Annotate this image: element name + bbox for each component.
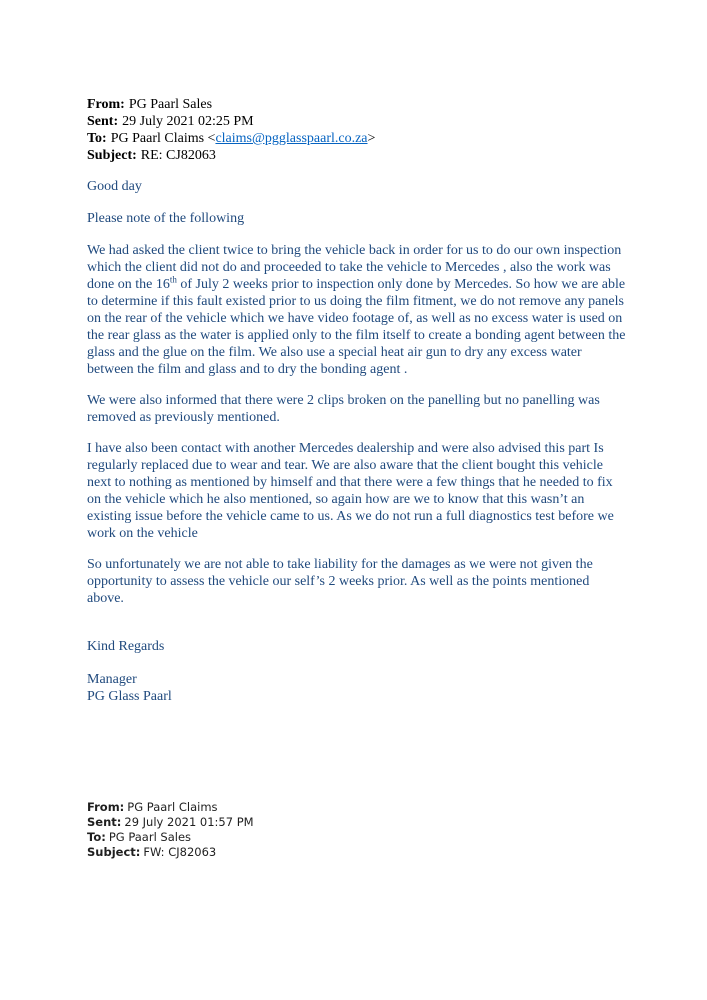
to-value: PG Paarl Sales (108, 830, 192, 844)
email2-sent-line (87, 815, 627, 830)
paragraph-inspection-continued: of July 2 weeks prior to inspection only done by Mercedes. So how we are able to determine if this fault existed prior to us doing the film fitment, we do not remove any panels on the rear of the vehicle which we have video footage of, as well as no excess water is used on the rear glass as the water is applied only to the film itself to create a bonding agent between the glass and the glue on the film. We also use a special heat air gun to dry any excess water between the film and glass and to dry the bonding agent . (87, 277, 626, 377)
email1-from-line (87, 96, 627, 113)
subject-label: Subject: (87, 148, 137, 163)
sent-value: 29 July 2021 02:25 PM (122, 114, 254, 129)
email2-subject-line (87, 845, 627, 860)
email1-body (87, 178, 627, 705)
claims-email-link[interactable]: claims@pgglasspaarl.co.za (215, 131, 368, 146)
paragraph-dealership: I have also been contact with another Mercedes dealership and were also advised this part Is regularly replaced due to wear and tear. We are also aware that the client bought this vehicle next to nothing as mentioned by himself and that there were a few things that he needed to fix on the vehicle which he also mentioned, so again how are we to know that this wasn’t an existing issue before the vehicle came to us. As we do not run a full diagnostics test before we work on the vehicle (87, 441, 614, 541)
sent-label: Sent: (87, 114, 119, 129)
sent-label: Sent: (87, 815, 122, 829)
to-label: To: (87, 830, 106, 844)
greeting: Good day (87, 179, 142, 194)
email2-from-line (87, 800, 627, 815)
subject-label: Subject: (87, 845, 141, 859)
from-label: From: (87, 800, 125, 814)
ordinal-superscript: th (169, 274, 177, 285)
paragraph-inspection-text: We had asked the client twice to bring the vehicle back in order for us to do our own inspection which the client did not do and proceeded to take the vehicle to Mercedes , also the work was done on the 16 (87, 243, 622, 292)
to-name: PG Paarl Claims < (110, 131, 216, 146)
to-bracket-close: > (367, 131, 376, 146)
subject-value: RE: CJ82063 (140, 148, 216, 163)
from-value: PG Paarl Sales (128, 97, 213, 112)
closing: Kind Regards (87, 639, 165, 654)
email2-to-line (87, 830, 627, 845)
sent-value: 29 July 2021 01:57 PM (124, 815, 254, 829)
to-label: To: (87, 131, 107, 146)
signature-block (87, 671, 627, 705)
from-value: PG Paarl Claims (127, 800, 218, 814)
subject-value: FW: CJ82063 (143, 845, 217, 859)
signature-company: PG Glass Paarl (87, 689, 172, 704)
from-label: From: (87, 97, 125, 112)
signature-role: Manager (87, 672, 137, 687)
email1-to-line (87, 130, 627, 147)
email2-header (87, 800, 627, 860)
email1-sent-line (87, 113, 627, 130)
to-recipient (111, 131, 376, 146)
intro-line: Please note of the following (87, 211, 245, 226)
paragraph-clips: We were also informed that there were 2 clips broken on the panelling but no panelling was removed as previously mentioned. (87, 393, 600, 425)
email1-subject-line (87, 147, 627, 164)
paragraph-inspection (87, 242, 627, 378)
email1-header (87, 96, 627, 164)
paragraph-liability: So unfortunately we are not able to take liability for the damages as we were not given the opportunity to assess the vehicle our self’s 2 weeks prior. As well as the points mentioned above. (87, 557, 593, 606)
